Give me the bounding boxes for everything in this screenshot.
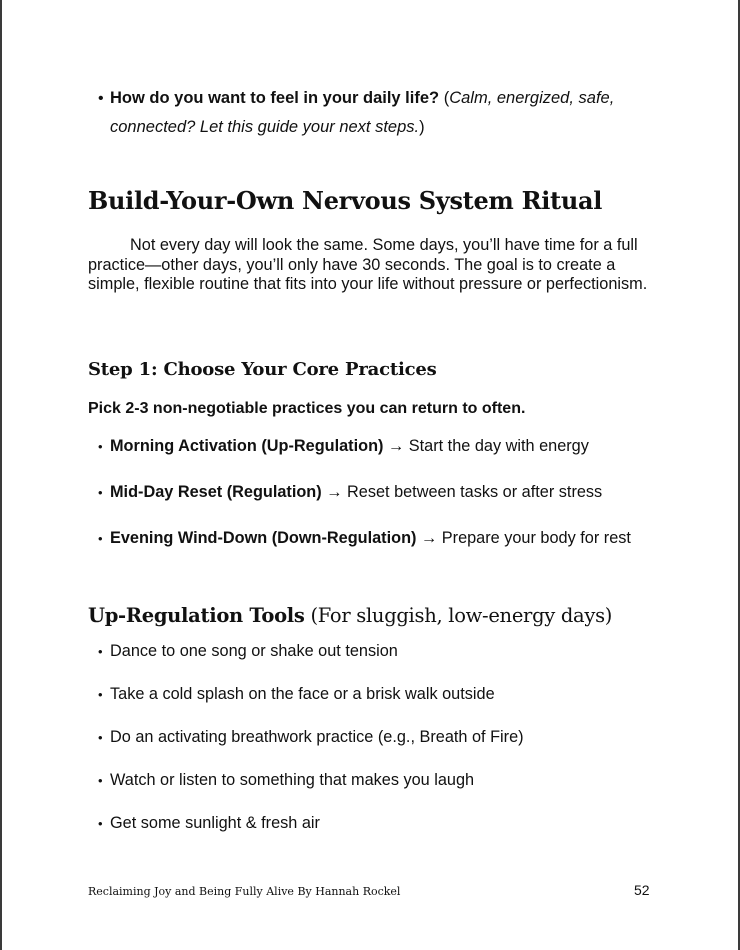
step1-subheading: Pick 2-3 non-negotiable practices you can return to often. — [88, 400, 526, 417]
page-number: 52 — [634, 882, 650, 898]
bullet-dot: • — [98, 90, 104, 107]
intro-open-paren: ( — [439, 89, 450, 107]
tool-text: Take a cold splash on the face or a brisk walk outside — [110, 685, 495, 703]
bullet-dot: • — [98, 687, 103, 702]
uptools-heading-rest: (For sluggish, low-energy days) — [304, 604, 613, 627]
tool-text: Do an activating breathwork practice (e.g., Breath of Fire) — [110, 728, 524, 746]
bullet-dot: • — [98, 644, 103, 659]
list-item — [98, 642, 398, 661]
practice-name: Evening Wind-Down (Down-Regulation) — [110, 529, 417, 547]
practice-description: → Reset between tasks or after stress — [321, 483, 603, 501]
intro-bullet-item — [98, 84, 658, 142]
list-item — [98, 814, 320, 833]
list-item — [98, 483, 602, 502]
intro-italic-text: Calm, energized, safe, connected? Let this guide your next steps. — [110, 89, 615, 136]
tool-text: Dance to one song or shake out tension — [110, 642, 398, 660]
tool-text: Watch or listen to something that makes you laugh — [110, 771, 475, 789]
list-item — [98, 771, 474, 790]
step1-heading: Step 1: Choose Your Core Practices — [88, 359, 437, 380]
practice-description: → Start the day with energy — [383, 437, 589, 455]
list-item — [98, 685, 495, 704]
uptools-heading — [88, 604, 612, 627]
bullet-dot: • — [98, 730, 103, 745]
practice-name: Mid-Day Reset (Regulation) — [110, 483, 322, 501]
bullet-dot: • — [98, 439, 103, 454]
section-title: Build-Your-Own Nervous System Ritual — [88, 186, 603, 215]
intro-close-paren: ) — [419, 118, 425, 136]
list-item — [98, 728, 524, 747]
uptools-heading-bold: Up-Regulation Tools — [88, 604, 305, 627]
list-item — [98, 437, 589, 456]
practice-name: Morning Activation (Up-Regulation) — [110, 437, 384, 455]
practice-description: → Prepare your body for rest — [416, 529, 631, 547]
intro-question: How do you want to feel in your daily life? — [110, 89, 440, 107]
bullet-dot: • — [98, 531, 103, 546]
paragraph-text: Not every day will look the same. Some days, you’ll have time for a full practice—other days, you’ll only have 30 seconds. The goal is to create a simple, flexible routine that fits into your life without pressure or perfectionism. — [88, 236, 648, 293]
page-border-left — [0, 0, 2, 950]
list-item — [98, 529, 631, 548]
tool-text: Get some sunlight & fresh air — [110, 814, 320, 832]
bullet-dot: • — [98, 816, 103, 831]
intro-paragraph — [88, 236, 648, 295]
bullet-dot: • — [98, 485, 103, 500]
footer-book-title: Reclaiming Joy and Being Fully Alive By Hannah Rockel — [88, 885, 401, 898]
bullet-dot: • — [98, 773, 103, 788]
